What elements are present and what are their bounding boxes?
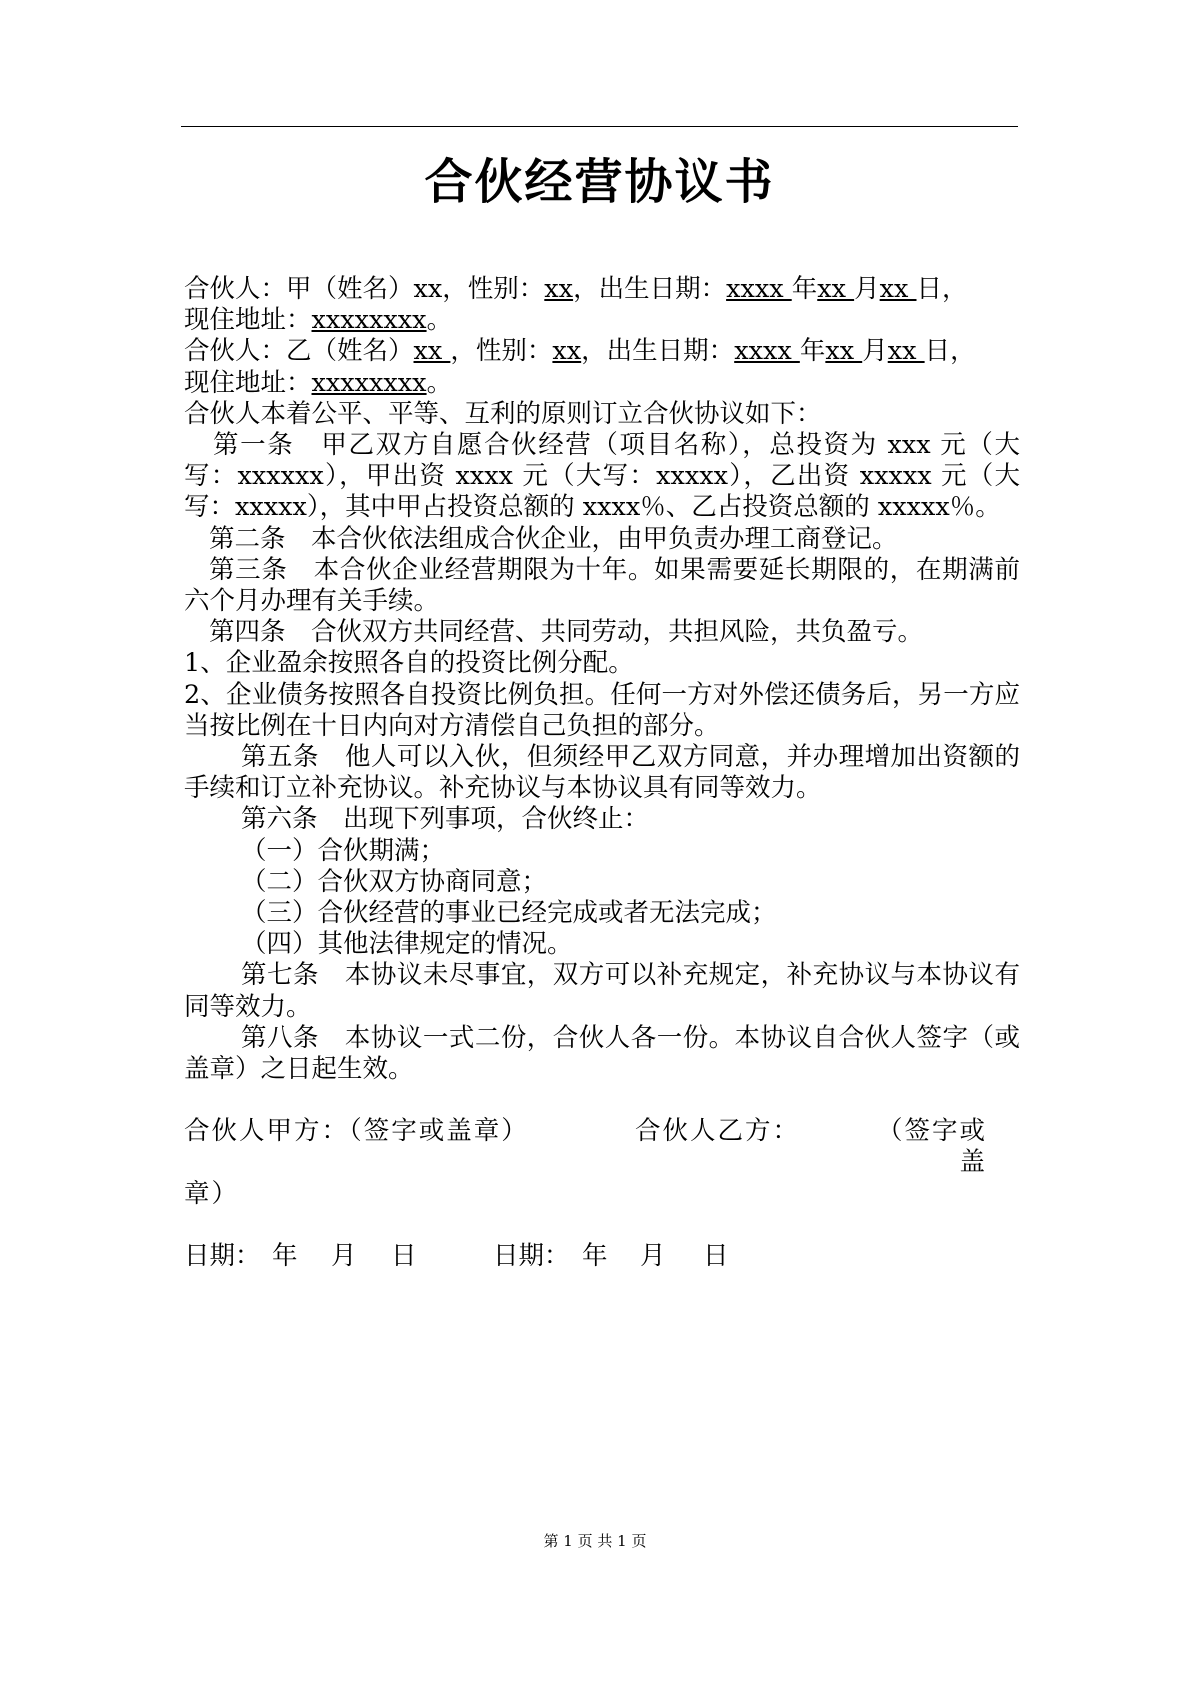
date-b-year: 年 xyxy=(582,1240,608,1271)
article-6-item-2: （二）合伙双方协商同意； xyxy=(241,866,548,897)
article-6-item-4: （四）其他法律规定的情况。 xyxy=(241,929,573,960)
party-b-label: 合伙人：乙（姓名） xyxy=(184,336,414,367)
party-a-gender-label: ，性别： xyxy=(442,274,545,304)
party-a-gender: xx xyxy=(544,274,574,304)
article-8: 第八条 本协议一式二份，合伙人各一份。本协议自合伙人签字（或盖章）之日起生效。 xyxy=(184,1022,1020,1085)
spacer xyxy=(184,1085,1020,1116)
date-b-label: 日期： xyxy=(493,1240,570,1271)
party-b-name: xx xyxy=(413,336,451,367)
article-2: 第二条 本合伙依法组成合伙企业，由甲负责办理工商登记。 xyxy=(209,523,898,554)
date-b-month: 月 xyxy=(640,1240,666,1271)
party-a-label: 合伙人：甲（姓名） xyxy=(184,274,414,304)
date-b-day: 日 xyxy=(703,1240,729,1271)
page-footer: 第 1 页 共 1 页 xyxy=(543,1532,647,1550)
party-b-year-unit: 年 xyxy=(799,336,826,367)
party-a-birth-month: xx xyxy=(817,274,855,304)
party-b-signature-wrap: 章） xyxy=(184,1178,240,1209)
party-a-birth-year: xxxx xyxy=(726,274,792,304)
party-a-address: xxxxxxxx xyxy=(311,305,427,336)
article-5: 第五条 他人可以入伙，但须经甲乙双方同意，并办理增加出资额的手续和订立补充协议。补充协议与本协议具有同等效力。 xyxy=(184,742,1020,804)
party-a-day-unit: 日， xyxy=(916,274,968,304)
signature-block xyxy=(184,1116,1020,1210)
article-1: 第一条 甲乙双方自愿合伙经营（项目名称），总投资为 xxx 元（大写：xxxxxx），甲出资 xxxx 元（大写：xxxxx），乙出资 xxxxx 元（大写：xxxxx），其中甲占投资总额的 xxxx％、乙占投资总额的 xxxxx％。 xyxy=(184,430,1020,523)
date-a-month: 月 xyxy=(331,1240,357,1271)
date-line xyxy=(184,1241,1020,1272)
article-3: 第三条 本合伙企业经营期限为十年。如果需要延长期限的，在期满前六个月办理有关手续。 xyxy=(184,554,1020,617)
party-a-address-end: 。 xyxy=(426,305,453,336)
signature-line xyxy=(184,1116,1020,1178)
party-b-info xyxy=(184,336,1020,398)
header-rule xyxy=(181,126,1018,127)
party-b-birth-day: xx xyxy=(887,336,925,367)
party-a-name: xx xyxy=(413,274,443,304)
date-a-day: 日 xyxy=(391,1240,417,1271)
party-b-address-end: 。 xyxy=(426,367,453,398)
party-b-month-unit: 月 xyxy=(862,336,888,367)
party-b-day-unit: 日， xyxy=(924,336,976,367)
party-b-address-label: 现住地址： xyxy=(184,367,312,398)
article-4: 第四条 合伙双方共同经营、共同劳动，共担风险，共负盈亏。 xyxy=(209,617,924,648)
party-b-birth-month: xx xyxy=(825,336,863,367)
party-b-address: xxxxxxxx xyxy=(311,367,427,398)
article-6-item-3: （三）合伙经营的事业已经完成或者无法完成； xyxy=(241,898,777,929)
article-6: 第六条 出现下列事项，合伙终止： xyxy=(241,804,650,835)
party-a-year-unit: 年 xyxy=(791,274,818,304)
party-b-signature-label: 合伙人乙方： xyxy=(635,1116,801,1147)
intro-paragraph: 合伙人本着公平、平等、互利的原则订立合伙协议如下： xyxy=(184,398,822,429)
article-4-item-1: 1、企业盈余按照各自的投资比例分配。 xyxy=(184,648,634,679)
party-a-month-unit: 月 xyxy=(854,274,880,304)
article-7: 第七条 本协议未尽事宜，双方可以补充规定，补充协议与本协议有同等效力。 xyxy=(184,960,1020,1022)
party-a-signature: 合伙人甲方：（签字或盖章） xyxy=(184,1116,529,1147)
document-body xyxy=(184,274,1020,1272)
date-a-year: 年 xyxy=(272,1240,298,1271)
date-a-label: 日期： xyxy=(184,1240,261,1271)
party-b-birth-year: xxxx xyxy=(734,336,800,367)
party-b-signature-sign-1: （签字或盖 xyxy=(876,1116,987,1178)
document-title: 合伙经营协议书 xyxy=(424,154,775,210)
party-b-birth-label: ，出生日期： xyxy=(581,336,735,367)
party-a-address-label: 现住地址： xyxy=(184,305,312,336)
article-4-item-2: 2、企业债务按照各自投资比例负担。任何一方对外偿还债务后，另一方应当按比例在十日内向对方清偿自己负担的部分。 xyxy=(184,679,1020,741)
party-b-gender: xx xyxy=(552,336,582,367)
party-a-info xyxy=(184,274,1020,336)
party-b-gender-label: ，性别： xyxy=(450,336,553,367)
party-a-birth-day: xx xyxy=(879,274,917,304)
party-a-birth-label: ，出生日期： xyxy=(573,274,727,304)
spacer xyxy=(184,1210,1020,1241)
article-6-item-1: （一）合伙期满； xyxy=(241,835,446,866)
